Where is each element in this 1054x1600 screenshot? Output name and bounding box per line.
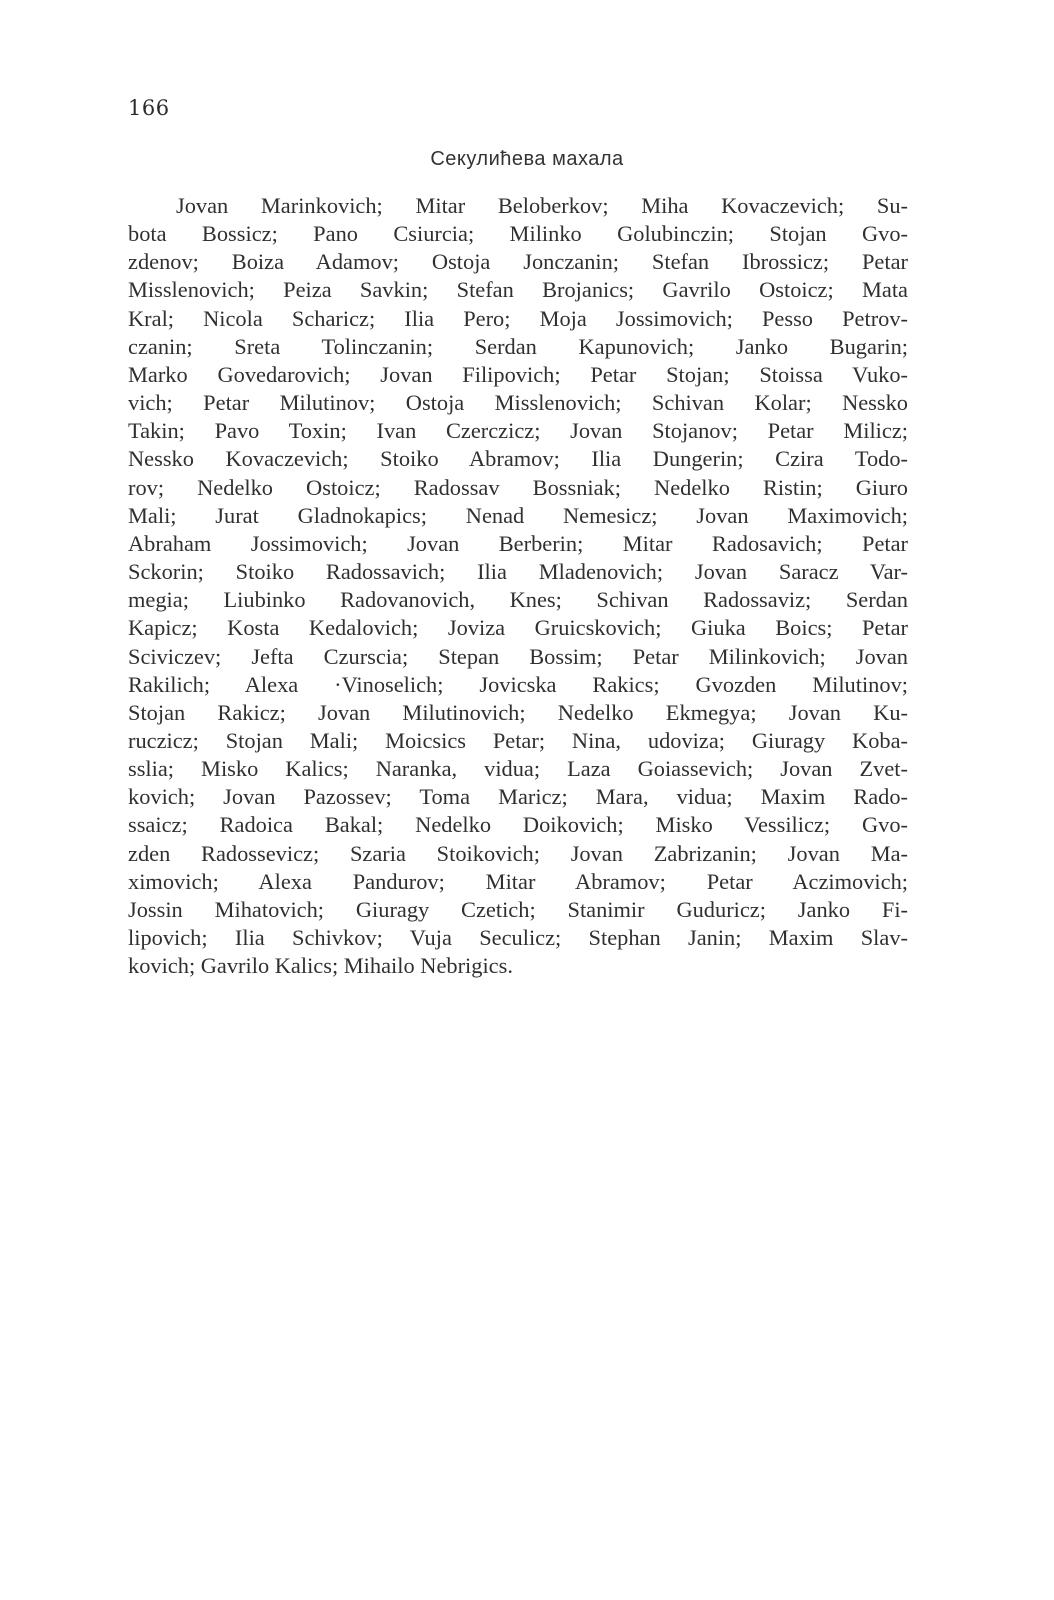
- text-line: Jossin Mihatovich; Giuragy Czetich; Stanimir Guduricz; Janko Fi-: [128, 896, 908, 922]
- text-line: rov; Nedelko Ostoicz; Radossav Bossniak; Nedelko Ristin; Giuro: [128, 474, 908, 500]
- text-line: ssaicz; Radoica Bakal; Nedelko Doikovich; Misko Vessilicz; Gvo-: [128, 812, 908, 838]
- text-line: Marko Govedarovich; Jovan Filipovich; Petar Stojan; Stoissa Vuko-: [128, 361, 908, 387]
- text-line: sslia; Misko Kalics; Naranka, vidua; Laza Goiassevich; Jovan Zvet-: [128, 756, 908, 782]
- text-line: ximovich; Alexa Pandurov; Mitar Abramov; Petar Aczimovich;: [128, 868, 908, 894]
- text-line: Takin; Pavo Toxin; Ivan Czerczicz; Jovan Stojanov; Petar Milicz;: [128, 418, 908, 444]
- text-line: Stojan Rakicz; Jovan Milutinovich; Nedelko Ekmegya; Jovan Ku-: [128, 699, 908, 725]
- body-paragraph: [128, 192, 908, 980]
- text-line: Jovan Marinkovich; Mitar Beloberkov; Miha Kovaczevich; Su-: [176, 193, 908, 218]
- text-line: zdenov; Boiza Adamov; Ostoja Jonczanin; Stefan Ibrossicz; Petar: [128, 249, 908, 275]
- text-line: Kral; Nicola Scharicz; Ilia Pero; Moja Jossimovich; Pesso Petrov-: [128, 305, 908, 331]
- text-line: Mali; Jurat Gladnokapics; Nenad Nemesicz; Jovan Maximovich;: [128, 502, 908, 528]
- text-line: czanin; Sreta Tolinczanin; Serdan Kapunovich; Janko Bugarin;: [128, 333, 908, 359]
- text-line: kovich; Jovan Pazossev; Toma Maricz; Mara, vidua; Maxim Rado-: [128, 784, 908, 810]
- text-line: lipovich; Ilia Schivkov; Vuja Seculicz; Stephan Janin; Maxim Slav-: [128, 925, 908, 951]
- page-number: 166: [128, 96, 170, 120]
- section-title: Секулићева махала: [430, 148, 624, 170]
- text-line: Sciviczev; Jefta Czurscia; Stepan Bossim; Petar Milinkovich; Jovan: [128, 643, 908, 669]
- text-line: megia; Liubinko Radovanovich, Knes; Schivan Radossaviz; Serdan: [128, 587, 908, 613]
- text-line: kovich; Gavrilo Kalics; Mihailo Nebrigics.: [128, 953, 513, 979]
- text-line: bota Bossicz; Pano Csiurcia; Milinko Golubinczin; Stojan Gvo-: [128, 221, 908, 247]
- text-line: Misslenovich; Peiza Savkin; Stefan Brojanics; Gavrilo Ostoicz; Mata: [128, 277, 908, 303]
- text-line: Nessko Kovaczevich; Stoiko Abramov; Ilia Dungerin; Czira Todo-: [128, 446, 908, 472]
- text-line: zden Radossevicz; Szaria Stoikovich; Jovan Zabrizanin; Jovan Ma-: [128, 840, 908, 866]
- text-line: vich; Petar Milutinov; Ostoja Misslenovich; Schivan Kolar; Nessko: [128, 390, 908, 416]
- text-line: ruczicz; Stojan Mali; Moicsics Petar; Nina, udoviza; Giuragy Koba-: [128, 727, 908, 753]
- text-line: Kapicz; Kosta Kedalovich; Joviza Gruicskovich; Giuka Boics; Petar: [128, 615, 908, 641]
- text-line: Sckorin; Stoiko Radossavich; Ilia Mladenovich; Jovan Saracz Var-: [128, 559, 908, 585]
- text-line: Abraham Jossimovich; Jovan Berberin; Mitar Radosavich; Petar: [128, 530, 908, 556]
- text-line: Rakilich; Alexa ·Vinoselich; Jovicska Rakics; Gvozden Milutinov;: [128, 671, 908, 697]
